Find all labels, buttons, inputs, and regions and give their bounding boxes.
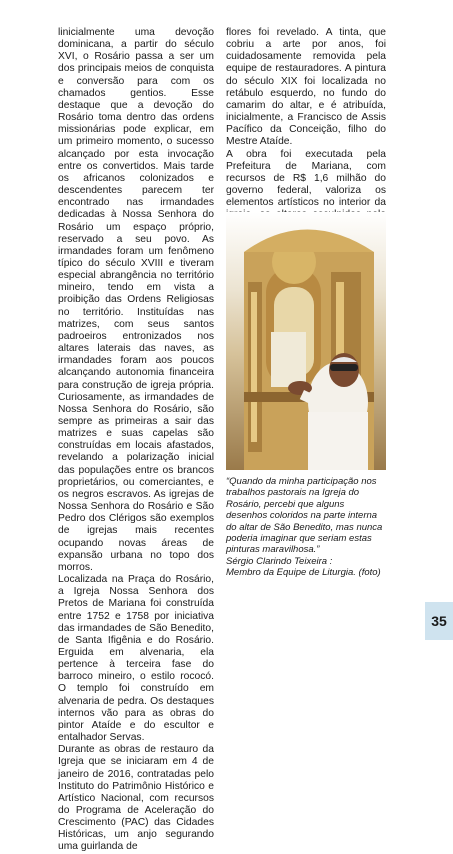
article-paragraph: flores foi revelado. A tinta, que cobriu a arte por anos, foi cuidadosamente removida pela equipe de restauradores. A pintura do século XIX foi localizada no retábulo esquerdo, no fundo do camarim do altar, e é atribuída, inicialmente, a Francisco de Assis Pacífico da Conceição, filho do Mestre Ataíde. <box>226 27 386 148</box>
church-altar-photo <box>226 212 386 470</box>
altar-photo-illustration <box>226 212 386 470</box>
article-paragraph: Durante as obras de restauro da Igreja que se iniciaram em 4 de janeiro de 2016, contratadas pelo Instituto do Patrimônio Histórico e Artístico Nacional, com recursos do Programa de Aceleração do Crescimento (PAC) das Cidades Históricas, um anjo segurando uma guirlanda de <box>58 744 214 853</box>
article-paragraph: A obra foi executada pela Prefeitura de Mariana, com recursos de R$ 1,6 milhão do governo federal, valoriza os elementos artísticos no interior da <box>226 148 386 209</box>
photo-caption <box>226 476 388 579</box>
caption-author: Sérgio Clarindo Teixeira : <box>226 555 333 567</box>
article-paragraph: linicialmente uma devoção dominicana, a partir do século XVI, o Rosário passa a ser um dos principais meios de conquista e conversão para com os chamados gentios. Esse destaque que a devoção do Rosário toma dentro das ordens missionárias pode explicar, em um primeiro momento, o sucesso alcançado por esta invocação entre os convertidos. Mais tarde os africanos colonizados e descendentes parecem ter encontrado nas irmandades dedicadas à Nossa Senhora do Rosário um espaço próprio, reservado a seu povo. As irmandades foram um fenômeno típico do século XVIII e tiveram especial abrangência no território mineiro, tendo em vista a proibição das Ordens Religiosas no território. Instituídas nas matrizes, com seus santos padroeiros entronizados nos altares laterais das naves, as irmandades foram aos poucos alcançando autonomia financeira para construção de igreja própria. Curiosamente, as irmandades de Nossa Senhora do Rosário, são sempre as primeiras a sair das matrizes e suas capelas são construídas em locais afastados, revelando a polarização inicial das populações entre os brancos proprietários, ou comerciantes, e os negros escravos. As igrejas de Nossa Senhora do Rosário e São Pedro dos Clérigos são exemplos de igrejas mais recentes ocupando novas áreas de expansão urbana no topo dos morros. <box>58 27 214 573</box>
caption-role: Membro da Equipe de Liturgia. (foto) <box>226 567 381 579</box>
article-left-column <box>58 27 214 854</box>
caption-quote: “Quando da minha participação nos trabalhos pastorais na Igreja do Rosário, percebi que alguns desenhos coloridos na parte interna do altar de São Benedito, mas nunca poderia imaginar que seriam estas pinturas maravilhosa.” <box>226 476 383 556</box>
article-paragraph: Localizada na Praça do Rosário, a Igreja Nossa Senhora dos Pretos de Mariana foi construída entre 1752 e 1758 por iniciativa das irmandades de São Benedito, de Santa Ifigênia e do Rosário. Erguida em alvenaria, ela pertence à terceira fase do barroco mineiro, o estilo rococó. O templo foi construído em alvenaria de pedra. Os destaques internos vão para as obras do pintor Ataíde e do escultor e entalhador Servas. <box>58 574 214 744</box>
page-number: 35 <box>425 602 453 640</box>
